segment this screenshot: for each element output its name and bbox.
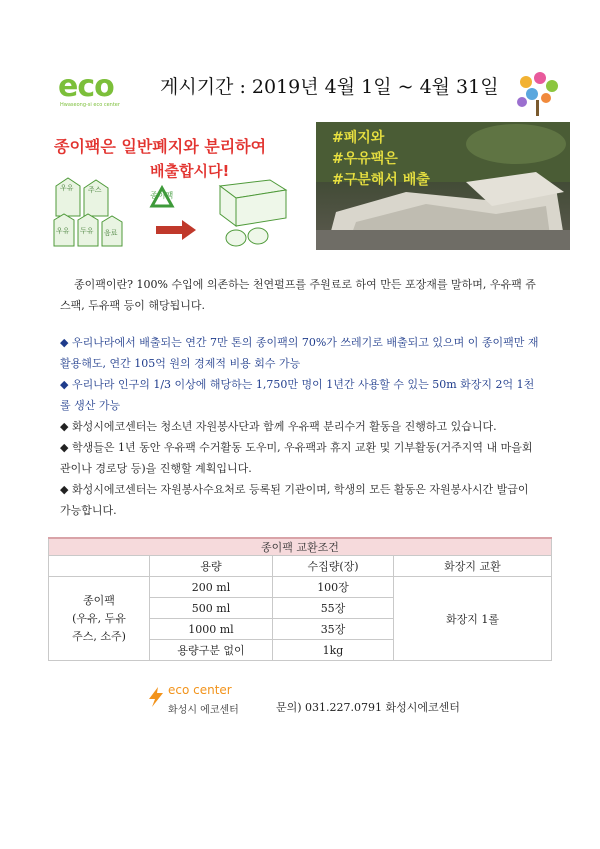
carton-label: 우유 [60, 184, 74, 192]
fact-item: ◆ 우리나라에서 배출되는 연간 7만 톤의 종이팩의 70%가 쓰레기로 배출되고 있으며 이 종이팩만 재활용해도, 연간 105억 원의 경제적 비용 회수 가능 [60, 336, 539, 370]
eco-logo [58, 69, 130, 112]
photo-caption [332, 128, 430, 191]
table-cell-amount: 55장 [273, 598, 394, 619]
eco-logo-text: eco [58, 69, 114, 104]
fact-item: ◆ 우리나라 인구의 1/3 이상에 해당하는 1,750만 명이 1년간 사용할 수 있는 50m 화장지 2억 1천롤 생산 가능 [60, 378, 535, 412]
carton-label: 음료 [104, 229, 118, 237]
photo-caption-line: #구분해서 배출 [332, 172, 430, 188]
table-cell-empty [49, 556, 150, 577]
exchange-conditions-table [48, 537, 552, 661]
table-row [49, 577, 552, 598]
table-cell-exchange: 화장지 1롤 [394, 577, 552, 661]
posting-period-title: 게시기간 : 2019년 4월 1일 ~ 4월 31일 [160, 76, 499, 98]
note-item: ◆ 화성시에코센터는 청소년 자원봉사단과 함께 우유팩 분리수거 활동을 진행하고 있습니다. [60, 420, 497, 433]
category-line: (우유, 두유 [72, 611, 126, 625]
poster-headline: 종이팩은 일반폐지와 분리하여 [54, 137, 267, 156]
note-item: ◆ 화성시에코센터는 자원봉사수요처로 등록된 기관이며, 학생의 모든 활동은 자원봉사시간 발급이 가능합니다. [60, 483, 529, 517]
recycle-label: 종이팩 [150, 191, 174, 200]
category-line: 주스, 소주) [72, 629, 126, 643]
carton-label: 우유 [56, 227, 70, 235]
table-header-row [49, 556, 552, 577]
photo-caption-line: #폐지와 [332, 130, 385, 146]
category-line: 종이팩 [83, 593, 115, 607]
recycle-poster [46, 122, 308, 248]
footer-logo-text: eco center [168, 683, 232, 697]
table-cell-volume: 1000 ml [150, 619, 273, 640]
flower-tree-logo-icon [512, 70, 562, 118]
table-cell-volume: 500 ml [150, 598, 273, 619]
intro-paragraph: 종이팩이란? 100% 수입에 의존하는 천연펄프를 주원료로 하여 만든 포장재를 말하며, 우유팩 쥬스팩, 두유팩 등이 해당됩니다. [60, 278, 536, 312]
poster-headline-cta: 배출합시다! [150, 162, 230, 180]
note-item: ◆ 학생들은 1년 동안 우유팩 수거활동 도우미, 우유팩과 휴지 교환 및 기부활동(거주지역 내 마을회관이나 경로당 등)을 진행할 계획입니다. [60, 441, 533, 475]
eco-center-footer-logo [146, 683, 256, 719]
eco-center-mark-icon [146, 685, 166, 709]
table-cell-amount: 1kg [273, 640, 394, 661]
table-header: 화장지 교환 [394, 556, 552, 577]
table-caption: 종이팩 교환조건 [49, 538, 552, 556]
eco-logo-subtitle: Hwaseong-si eco center [60, 102, 120, 108]
footer-logo-subtitle: 화성시 에코센터 [168, 705, 239, 716]
table-cell-volume: 용량구분 없이 [150, 640, 273, 661]
contact-info: 문의) 031.227.0791 화성시에코센터 [276, 701, 460, 714]
carton-label: 주스 [88, 186, 102, 194]
table-cell-amount: 35장 [273, 619, 394, 640]
carton-label: 두유 [80, 227, 94, 235]
table-header: 용량 [150, 556, 273, 577]
table-header: 수집량(장) [273, 556, 394, 577]
paper-pile-photo [316, 122, 570, 250]
table-cell-volume: 200 ml [150, 577, 273, 598]
table-category-cell [49, 577, 150, 661]
table-cell-amount: 100장 [273, 577, 394, 598]
photo-caption-line: #우유팩은 [332, 151, 398, 167]
